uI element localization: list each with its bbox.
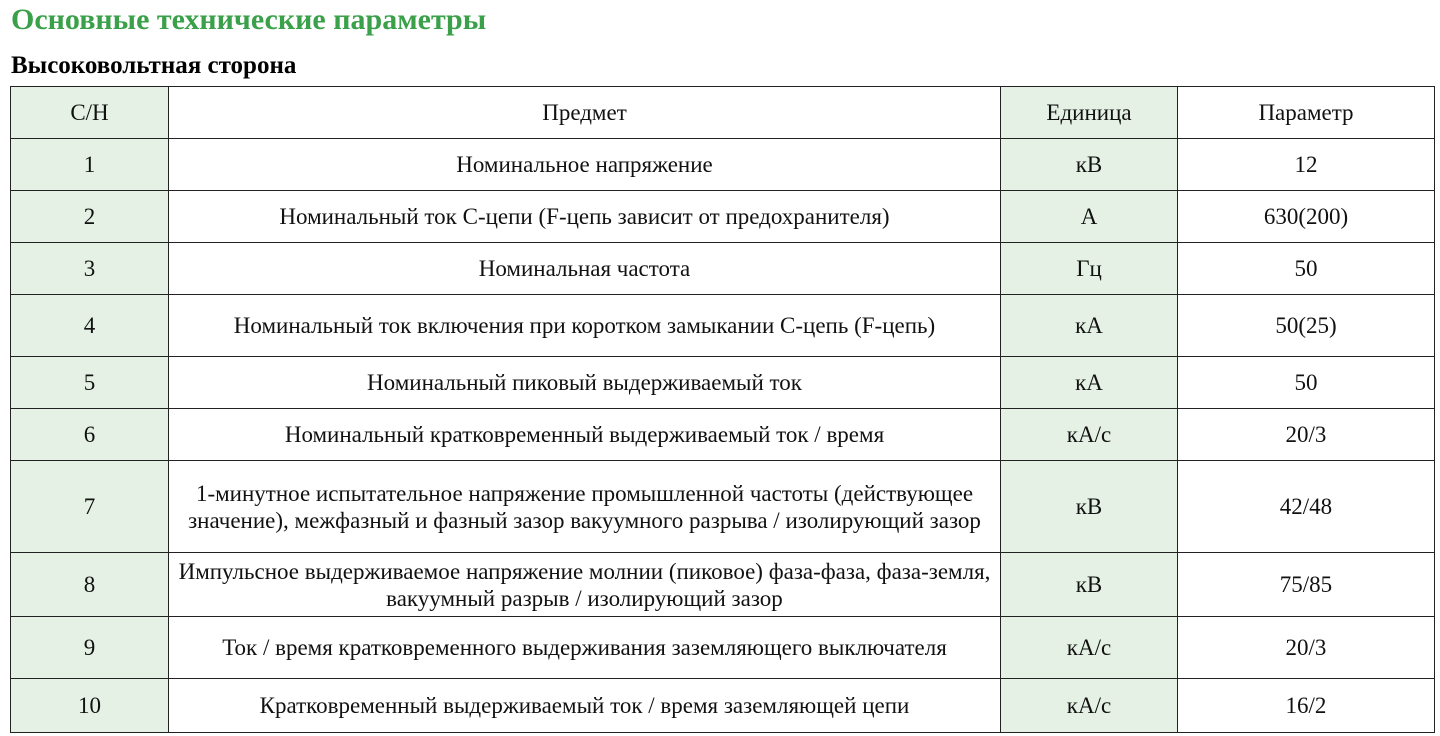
table-row	[11, 461, 1435, 553]
row-unit: кВ	[1001, 553, 1178, 617]
row-item: Кратковременный выдерживаемый ток / время заземляющей цепи	[169, 679, 1001, 733]
row-number: 6	[11, 409, 169, 461]
row-unit: А	[1001, 191, 1178, 243]
row-item: Импульсное выдерживаемое напряжение молнии (пиковое) фаза-фаза, фаза-земля, вакуумный разрыв / изолирующий зазор	[169, 553, 1001, 617]
row-item: Номинальное напряжение	[169, 139, 1001, 191]
row-unit: кА	[1001, 357, 1178, 409]
row-item: Номинальный ток включения при коротком замыкании С-цепь (F-цепь)	[169, 295, 1001, 357]
row-number: 5	[11, 357, 169, 409]
parameters-table	[10, 86, 1435, 733]
row-number: 9	[11, 617, 169, 679]
row-unit: кВ	[1001, 139, 1178, 191]
row-item: Номинальная частота	[169, 243, 1001, 295]
row-item: Номинальный ток С-цепи (F-цепь зависит от предохранителя)	[169, 191, 1001, 243]
table-row	[11, 679, 1435, 733]
row-item: Номинальный пиковый выдерживаемый ток	[169, 357, 1001, 409]
row-parameter: 50	[1178, 357, 1435, 409]
row-item: Ток / время кратковременного выдерживания заземляющего выключателя	[169, 617, 1001, 679]
row-number: 3	[11, 243, 169, 295]
row-parameter: 50	[1178, 243, 1435, 295]
row-parameter: 20/3	[1178, 409, 1435, 461]
row-number: 1	[11, 139, 169, 191]
header-item: Предмет	[169, 87, 1001, 139]
row-parameter: 50(25)	[1178, 295, 1435, 357]
row-unit: кА/с	[1001, 679, 1178, 733]
row-item: Номинальный кратковременный выдерживаемый ток / время	[169, 409, 1001, 461]
table-row	[11, 617, 1435, 679]
row-unit: кА/с	[1001, 617, 1178, 679]
row-unit: Гц	[1001, 243, 1178, 295]
header-parameter: Параметр	[1178, 87, 1435, 139]
row-unit: кА/с	[1001, 409, 1178, 461]
table-row	[11, 409, 1435, 461]
row-parameter: 12	[1178, 139, 1435, 191]
header-unit: Единица	[1001, 87, 1178, 139]
page-title: Основные технические параметры	[11, 3, 487, 36]
row-parameter: 42/48	[1178, 461, 1435, 553]
row-number: 4	[11, 295, 169, 357]
row-parameter: 20/3	[1178, 617, 1435, 679]
row-parameter: 16/2	[1178, 679, 1435, 733]
table-row	[11, 295, 1435, 357]
row-parameter: 630(200)	[1178, 191, 1435, 243]
section-title: Высоковольтная сторона	[11, 52, 297, 79]
table-row	[11, 553, 1435, 617]
table-header-row	[11, 87, 1435, 139]
row-number: 10	[11, 679, 169, 733]
table-row	[11, 243, 1435, 295]
table-row	[11, 191, 1435, 243]
row-parameter: 75/85	[1178, 553, 1435, 617]
row-item: 1-минутное испытательное напряжение промышленной частоты (действующее значение), межфазный и фазный зазор вакуумного разрыва / изолирующий зазор	[169, 461, 1001, 553]
row-unit: кВ	[1001, 461, 1178, 553]
row-number: 7	[11, 461, 169, 553]
row-unit: кА	[1001, 295, 1178, 357]
header-number: С/Н	[11, 87, 169, 139]
table-row	[11, 357, 1435, 409]
row-number: 2	[11, 191, 169, 243]
row-number: 8	[11, 553, 169, 617]
table-row	[11, 139, 1435, 191]
